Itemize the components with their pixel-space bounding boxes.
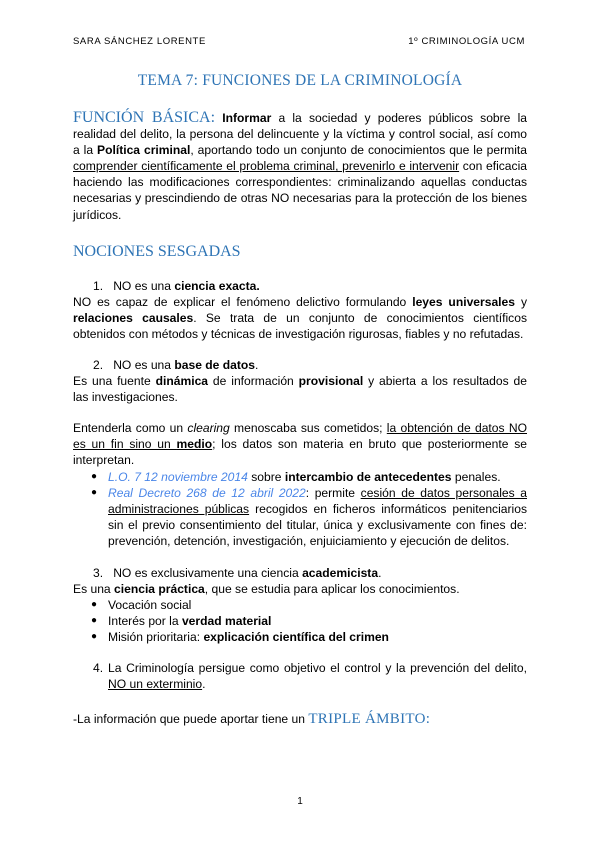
item-2-paragraph-2 xyxy=(73,420,527,468)
triple-ambito-term: TRIPLE ÁMBITO: xyxy=(308,711,431,727)
item-2-p2-f: ; los datos son materia en bruto que posteriormente se interpretan. xyxy=(73,437,528,468)
bullet-2-text-a: : permite xyxy=(305,486,361,500)
item-2-p1-c: de información xyxy=(208,374,299,388)
bullet-icon: ● xyxy=(91,471,98,482)
item-1-paragraph xyxy=(73,294,527,342)
closing-text: -La información que puede aportar tiene un xyxy=(73,712,309,726)
item-3-bullet-3-bold: explicación científica del crimen xyxy=(203,630,389,644)
bullet-2-text-c: recogidos en ficheros informáticos penitenciarios sin el previo consentimiento del titular, única y exclusivamente con fines de: prevención, detención, investigación, enjuiciamiento y ejecución de delitos. xyxy=(108,502,527,549)
item-3-bullet-2-bold: verdad material xyxy=(181,614,272,628)
item-3-p1-c: , que se estudia para aplicar los conocimientos. xyxy=(204,582,460,596)
item-1-bold: ciencia exacta. xyxy=(174,279,260,293)
relaciones-causales-term: relaciones causales xyxy=(73,311,194,326)
funcion-basica-paragraph xyxy=(73,110,527,223)
bullet-1-text-a: sobre xyxy=(247,470,285,484)
nociones-heading: NOCIONES SESGADAS xyxy=(73,243,241,260)
item-2-p1-a: Es una fuente xyxy=(73,374,156,388)
item-3-bullet-2-text: Interés por la xyxy=(108,614,182,628)
item-1-text-a: NO es capaz de explicar el fenómeno delictivo formulando xyxy=(73,295,413,309)
item-2-p2-c: menoscaba sus cometidos; xyxy=(229,421,387,435)
page-number: 1 xyxy=(297,796,303,807)
medio-term: medio xyxy=(176,437,213,452)
item-4-text-2: . xyxy=(202,677,206,692)
funcion-basica-label: FUNCIÓN BÁSICA: xyxy=(73,109,216,126)
item-4-text-1: La Criminología persigue como objetivo el control y la prevención del delito, xyxy=(108,661,527,675)
funcion-basica-text-3: con eficacia haciendo las modificaciones correspondientes: criminalizando aquellas conductas necesarias y prescindiendo de otras NO necesarias para la protección de los bienes jurídicos. xyxy=(73,159,527,222)
item-1-text-b: y xyxy=(515,295,527,309)
provisional-term: provisional xyxy=(298,374,364,388)
item-2-line xyxy=(93,357,258,373)
page-title: TEMA 7: FUNCIONES DE LA CRIMINOLOGÍA xyxy=(137,72,463,89)
item-2-bold: base de datos xyxy=(174,358,256,372)
closing-line xyxy=(73,711,527,727)
item-2-pre: NO es una xyxy=(113,358,175,372)
bullet-icon: ● xyxy=(91,631,98,642)
ciencia-practica-term: ciencia práctica xyxy=(114,582,205,596)
leyes-universales-term: leyes universales xyxy=(412,295,515,309)
item-4-text xyxy=(108,660,527,692)
item-3-bullet-3-text: Misión prioritaria: xyxy=(108,630,204,644)
item-3-post: . xyxy=(378,566,382,580)
informar-term: Informar xyxy=(222,111,272,125)
item-2-p2-underlined: la obtención de datos NO es un fin sino un xyxy=(73,421,527,452)
item-3-pre: NO es exclusivamente una ciencia xyxy=(113,566,303,580)
funcion-basica-text-2: , aportando todo un conjunto de conocimientos que le permita xyxy=(190,143,527,158)
item-1-line xyxy=(93,278,260,294)
header-author: SARA SÁNCHEZ LORENTE xyxy=(73,36,206,47)
bullet-1-text-c: penales. xyxy=(451,470,501,484)
bullet-2-underlined: cesión de datos personales a administraciones públicas xyxy=(108,486,527,517)
item-3-p1-a: Es una xyxy=(73,582,115,596)
item-3-number: 3. xyxy=(93,566,104,580)
clearing-term: clearing xyxy=(187,421,230,435)
bullet-1-bold: intercambio de antecedentes xyxy=(284,470,452,484)
funcion-basica-underlined: comprender científicamente el problema criminal, prevenirlo e intervenir xyxy=(73,159,460,174)
bullet-icon: ● xyxy=(91,599,98,610)
item-1-pre: NO es una xyxy=(113,279,175,293)
bullet-icon: ● xyxy=(91,615,98,626)
real-decreto-268-link[interactable]: Real Decreto 268 de 12 abril 2022 xyxy=(108,486,306,500)
funcion-basica-text-1: a la sociedad y poderes públicos sobre la realidad del delito, la persona del delincuente y la víctima y control social, así como a la xyxy=(73,111,527,158)
item-1-number: 1. xyxy=(93,279,104,293)
item-4-number: 4. xyxy=(93,661,104,675)
header-course: 1º CRIMINOLOGÍA UCM xyxy=(408,36,525,47)
item-2-p1-e: y abierta a los resultados de las investigaciones. xyxy=(73,374,527,405)
bullet-icon: ● xyxy=(91,487,98,498)
item-1-text-c: . Se trata de un conjunto de conocimientos científicos obtenidos con métodos y técnicas de investigación rigurosas, fiables y no refutadas. xyxy=(73,311,527,342)
item-4-underlined: NO un exterminio xyxy=(108,677,203,692)
lo-7-2014-link[interactable]: L.O. 7 12 noviembre 2014 xyxy=(108,470,248,484)
politica-criminal-term: Política criminal xyxy=(97,143,191,158)
item-3-paragraph xyxy=(73,581,527,597)
item-3-bullet-1-text: Vocación social xyxy=(108,598,192,612)
item-3-line xyxy=(93,565,381,581)
dinamica-term: dinámica xyxy=(155,374,209,388)
item-2-paragraph-1 xyxy=(73,373,527,405)
item-2-number: 2. xyxy=(93,358,104,372)
item-2-post: . xyxy=(255,358,259,372)
item-2-p2-a: Entenderla como un xyxy=(73,421,188,435)
item-3-bold: academicista xyxy=(302,566,379,580)
